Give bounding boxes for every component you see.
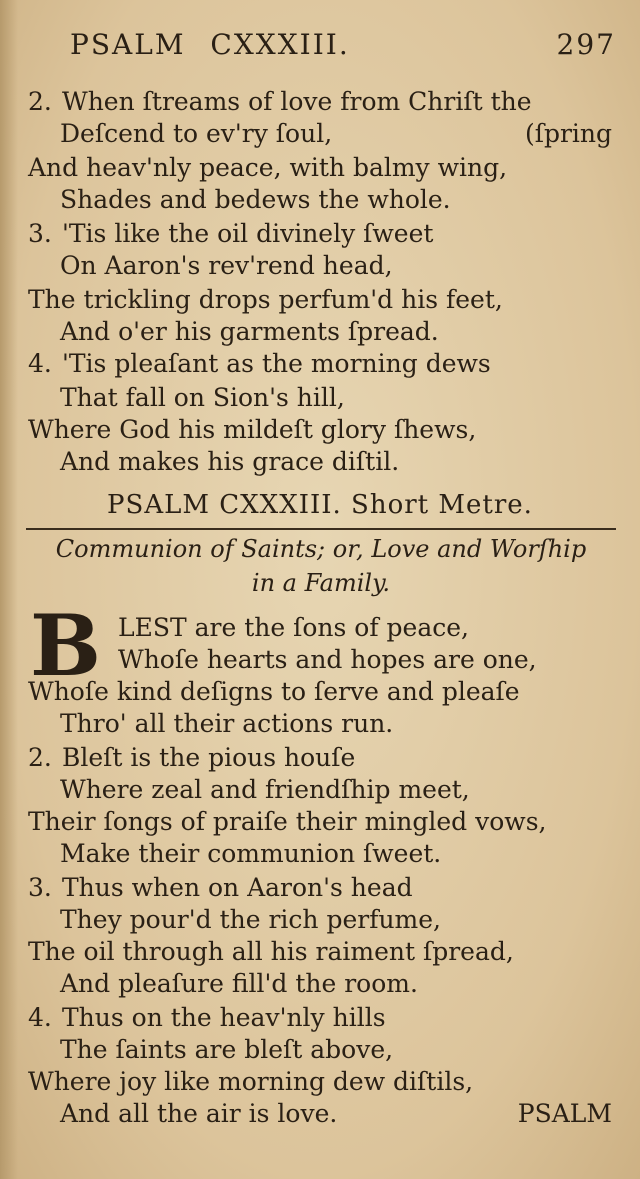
verse-text: Bleſt is the pious houſe — [62, 743, 356, 772]
verse-text: And o'er his garments ſpread. — [60, 317, 439, 346]
verse-text: Where God his mildeſt glory ſhews, — [28, 415, 477, 444]
verse-text: And makes his grace diſtil. — [60, 447, 400, 476]
verse-text: Where joy like morning dew diſtils, — [28, 1067, 474, 1096]
verse-text: And all the air is love. — [60, 1099, 338, 1128]
drop-cap: B — [30, 596, 101, 695]
verse-text: Shades and bedews the whole. — [60, 185, 451, 214]
verse-text: When ſtreams of love from Chriſt the — [62, 87, 532, 116]
verse-text: Make their communion ſweet. — [60, 839, 442, 868]
verse-text: The trickling drops perfum'd his feet, — [28, 285, 503, 314]
catchword: PSALM — [517, 1099, 612, 1128]
verse-text: The oil through all his raiment ſpread, — [28, 937, 514, 966]
verse-text: And pleaſure fill'd the room. — [60, 969, 418, 998]
verse-text: They pour'd the rich perfume, — [60, 905, 442, 934]
verse-text: 'Tis like the oil divinely ſweet — [62, 219, 434, 248]
verse-text: That fall on Sion's hill, — [60, 383, 345, 412]
page-number: 297 — [556, 28, 616, 61]
verse-text: LEST are the ſons of peace, — [118, 613, 469, 642]
verse-number: 3. — [28, 873, 52, 902]
verse-text: On Aaron's rev'rend head, — [60, 251, 393, 280]
verse-text: Thus on the heav'nly hills — [62, 1003, 386, 1032]
verse-text: The ſaints are bleſt above, — [60, 1035, 394, 1064]
running-title: PSALM CXXXIII. — [70, 28, 350, 61]
verse-text-carryover: (ſpring — [524, 119, 612, 148]
subtitle-line-2: in a Family. — [251, 569, 391, 597]
verse-text: Whoſe hearts and hopes are one, — [118, 645, 537, 674]
section-heading: PSALM CXXXIII. Short Metre. — [107, 490, 533, 520]
running-header — [70, 22, 616, 66]
verse-text: Where zeal and friendſhip meet, — [60, 775, 470, 804]
verse-text: Whoſe kind deſigns to ſerve and pleaſe — [28, 677, 520, 706]
subtitle-line-1: Communion of Saints; or, Love and Worſhip — [55, 535, 587, 563]
heading-rule — [26, 528, 616, 530]
verse-number: 3. — [28, 219, 52, 248]
verse-text: And heav'nly peace, with balmy wing, — [28, 153, 508, 182]
verse-text: 'Tis pleaſant as the morning dews — [62, 349, 491, 378]
verse-number: 4. — [28, 349, 52, 378]
verse-number: 2. — [28, 87, 52, 116]
verse-text: Thro' all their actions run. — [60, 709, 394, 738]
verse-number: 4. — [28, 1003, 52, 1032]
verse-text: Deſcend to ev'ry ſoul, — [60, 119, 333, 148]
verse-number: 2. — [28, 743, 52, 772]
verse-text: Thus when on Aaron's head — [62, 873, 413, 902]
verse-text: Their ſongs of praiſe their mingled vows, — [28, 807, 547, 836]
